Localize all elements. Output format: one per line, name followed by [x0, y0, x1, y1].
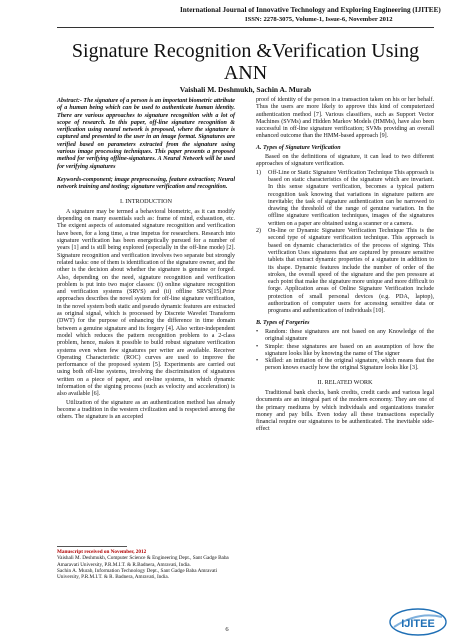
journal-logo: [388, 605, 448, 637]
forgery-item: [256, 358, 434, 373]
manuscript-received: Manuscript received on November, 2012: [57, 549, 147, 555]
verification-item: [256, 228, 434, 316]
author-affiliation-2: Sachin A. Murab, Information Technology Dept., Sant Gadge Baba Amravati University, P.R.M.I.T. & R. Badnera, Amravati, India.: [57, 567, 218, 581]
related-work-heading: II. RELATED WORK: [317, 378, 373, 386]
related-work-paragraph: Traditional bank checks, bank credits, credit cards and various legal documents are an integral part of the modern economy. They are one of the primary mediums by which individuals and organizations transfer money and pay bills. Even today all these transactions especially financial require our signatures to be authenticated. The inevitable side-effect: [256, 389, 434, 433]
list-item-text: Off-Line or Static Signature Verification Technique This approach is based on static characteristics of the signature which are invariant. In this sense signature verification, becomes a typical pattern recognition task knowing that variations in signature pattern are inevitable; the task of signature authentication can be narrowed to drawing the threshold of the range of genuine variation. In the offline signature verification techniques, images of the signatures written on a paper are obtained using a scanner or a camera.: [268, 169, 434, 227]
page-number: 6: [225, 626, 229, 633]
types-forgeries-heading: B. Types of Forgeries: [256, 319, 310, 326]
list-item-text: Skilled: an imitation of the original signature, which means that the person knows exactly how the original Signature looks like [3].: [265, 358, 434, 372]
keywords: Keywords-component; image preprocessing, feature extraction; Neural network training and testing; signature verification and recognition.: [57, 176, 235, 191]
paper-title: [57, 40, 434, 84]
header-rule: [57, 27, 434, 28]
intro-heading: I. INTRODUCTION: [120, 197, 172, 205]
journal-issn: ISSN: 2278-3075, Volume-1, Issue-6, November 2012: [245, 16, 393, 23]
list-marker: 1): [256, 169, 262, 176]
types-verification-heading: A. Types of Signature Verification: [256, 144, 341, 151]
bullet: •: [256, 358, 259, 365]
list-item-text: Simple: these signatures are based on an assumption of how the signature looks like by knowing the name of The signer: [265, 343, 434, 357]
right-column: [256, 97, 434, 435]
journal-name: International Journal of Innovative Technology and Exploring Engineering (IJITEE): [180, 6, 441, 14]
title-line-1: Signature Recognition &Verification Using: [71, 40, 420, 62]
footnote-rule: [57, 546, 127, 547]
logo-text: IJITEE: [401, 618, 435, 630]
title-line-2: ANN: [223, 62, 268, 84]
bullet: •: [256, 328, 259, 335]
forgery-item: [256, 344, 434, 359]
left-column: [57, 98, 235, 422]
list-item-text: Random: these signatures are not based on any Knowledge of the original signature: [265, 328, 434, 343]
forgery-item: [256, 329, 434, 344]
paper-authors: Vaishali M. Deshmukh, Sachin A. Murab: [179, 85, 312, 94]
intro-paragraph-1: A signature may be termed a behavioral biometric, as it can modify depending on many essentials such as: frame of mind, exhaustion, etc. The exigent aspects of automated signature recognition and verification have been, for a long time, a true impetus for researchers. Research into signature verification has been energetically pursued for a number of years [1] and is still being explored (especially in the off-line mode) [2]. Signature recognition and verification involves two separate but strongly related tasks: one of them is identification of the signature owner, and the other is the decision about whether the signature is genuine or forged. Also, depending on the need, signature recognition and verification problem is put into two major classes: (i) online signature recognition and verification systems (SRVS) and (ii) offline SRVS[15].Prior approaches describes the novel system for off-line signature verification, in the novel system both static and pseudo dynamic features are extracted as original signal, which is processed by Discrete Wavelet Transform (DWT) for the purpose of enhancing the difference in time domain between a genuine signature and its forgery [4]. Also writer-independent model which reduces the pattern recognition problem to a 2-class problem, hence, makes it possible to build robust signature verification systems even when few signatures per writer are available. Receiver Operating Characteristic (ROC) curves are used to improve the performance of the proposed system [5]. Experiments are carried out using both off-line systems, involving the discrimination of signatures written on a piece of paper, and on-line systems, in which dynamic information of the signing process (such as velocity and acceleration) is also available [6].: [57, 208, 235, 398]
abstract: Abstract:- The signature of a person is an important biometric attribute of a human being which can be used to authenticate human identity. There are various approaches to signature recognition with a lot of scope of research. In this paper, off-line signature recognition & verification using neural network is proposed, where the signature is captured and presented to the user in an image format. Signatures are verified based on parameters extracted from the signature using various image processing techniques. This paper presents a proposed method for verifying offline-signatures. A Neural Network will be used for verifying signatures: [57, 98, 235, 170]
footnotes: [57, 546, 235, 580]
author-affiliation-1: Vaishali M. Deshmukh, Computer Science & Engineering Dept., Sant Gadge Baba Amaravati University, P.R.M.I.T. & R.Badnera, Amravati, India.: [57, 555, 229, 568]
types-verification-intro: Based on the definitions of signature, it can lead to two different approaches of signature verification.: [256, 154, 434, 168]
list-marker: 2): [256, 228, 262, 235]
list-item-text: On-line or Dynamic Signature Verification Technique This is the second type of signature verification technique. This approach is based on dynamic characteristics of the process of signing. This verification Uses signatures that are captured by pressure sensitive tablets that extract dynamic properties of a signature in addition to its shape. Dynamic features include the number of order of the strokes, the overall speed of the signature and the pen pressure at each point that make the signature more unique and more difficult to forge. Application areas of Online Signature Verification include protection of small personal devices (e.g. PDA, laptop), authorization of computer users for accessing sensitive data or programs and authentication of individuals [10].: [268, 228, 434, 315]
right-continuation-paragraph: proof of identity of the person in a transaction taken on his or her behalf. Thus the users are more likely to approve this kind of computerized authentication method [7]. Various classifiers, such as Support Vector Machines (SVMs) and Hidden Markov Models (HMMs), have also been successful in off-line signature verification; SVMs providing an overall enhanced outcome than the HMM-based approach [9].: [256, 97, 434, 140]
verification-item: [256, 170, 434, 228]
bullet: •: [256, 343, 259, 350]
intro-paragraph-2: Utilization of the signature as an authentication method has already become a tradition in the western civilization and is respected among the others. The signature is an accepted: [57, 399, 235, 421]
